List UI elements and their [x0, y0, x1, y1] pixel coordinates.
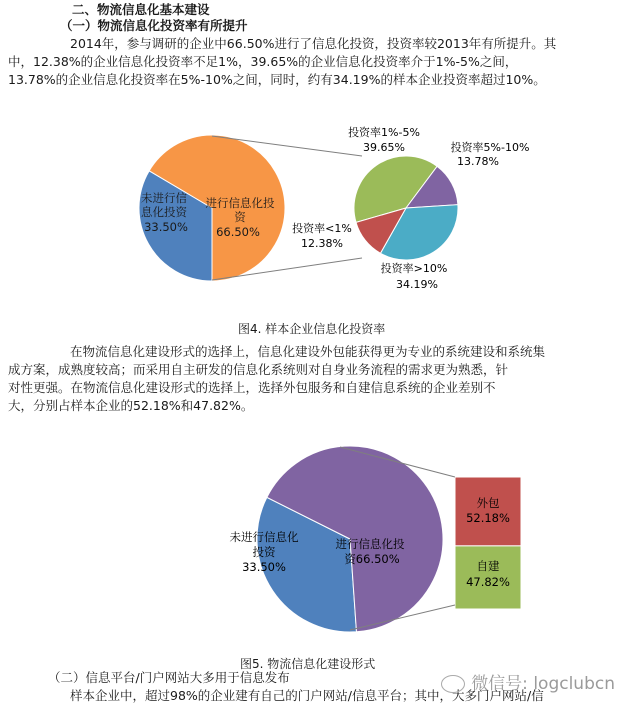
bar-value-2: 47.82% [466, 575, 510, 589]
figure-4-caption: 图4. 样本企业信息化投资率 [238, 322, 386, 336]
sub-pie-value-1: 39.65% [363, 141, 405, 154]
para2-line-4: 大，分别占样本企业的52.18%和47.82%。 [8, 398, 254, 413]
main-pie-label-a-2: 投资 [252, 545, 276, 559]
figure-4-chart [0, 100, 625, 330]
para2-line-1: 在物流信息化建设形式的选择上，信息化建设外包能获得更为专业的系统建设和系统集 [70, 344, 546, 359]
para3-line-1: 样本企业中，超过98%的企业建有自己的门户网站/信息平台；其中，大多门户网站/信 [70, 688, 544, 703]
main-pie-label-a-1: 未进行信 [141, 191, 187, 205]
main-pie-value-a: 33.50% [242, 560, 286, 574]
bar-label-1: 外包 [476, 496, 500, 510]
figure-5-caption: 图5. 物流信息化建设形式 [240, 657, 376, 671]
section-title: 二、物流信息化基本建设 [72, 2, 210, 17]
main-pie-label-b-2: 资66.50% [344, 552, 400, 566]
main-pie-label-a-2: 息化投资 [141, 205, 187, 219]
main-pie-label-b-2: 资 [234, 210, 246, 224]
para1-line-1: 2014年，参与调研的企业中66.50%进行了信息化投资，投资率较2013年有所提升。其 [70, 36, 557, 51]
bar-value-1: 52.18% [466, 511, 510, 525]
wechat-icon [441, 675, 465, 693]
para2-line-2: 成方案，成熟度较高；而采用自主研发的信息化系统则对自身业务流程的需求更为熟悉，针 [8, 362, 509, 377]
sub-pie-value-4: 12.38% [301, 237, 343, 250]
para1-line-2: 中，12.38%的企业信息化投资率不足1%，39.65%的企业信息化投资率介于1%-5%之间， [8, 54, 518, 69]
subsection-title-1: （一）物流信息化投资率有所提升 [60, 18, 248, 33]
sub-pie-label-2: 投资率5%-10% [450, 141, 530, 154]
sub-pie-value-3: 34.19% [396, 278, 438, 291]
main-pie-value-b: 66.50% [216, 225, 260, 239]
sub-pie-label-4: 投资率<1% [292, 222, 352, 235]
bar-label-2: 自建 [476, 559, 500, 573]
figure-5-chart [0, 435, 625, 660]
watermark-text: 微信号: logclubcn [471, 674, 615, 694]
main-pie-label-b-1: 进行信息化投 [205, 196, 275, 210]
sub-pie-value-2: 13.78% [457, 155, 499, 168]
subsection-title-2: （二）信息平台/门户网站大多用于信息发布 [48, 670, 290, 685]
para1-line-3: 13.78%的企业信息化投资率在5%-10%之间，同时，约有34.19%的样本企业投资率超过10%。 [8, 72, 546, 87]
sub-pie-label-3: 投资率>10% [380, 262, 448, 275]
sub-pie-label-1: 投资率1%-5% [348, 126, 420, 139]
main-pie-value-a: 33.50% [144, 220, 188, 234]
main-pie-label-b-1: 进行信息化投 [335, 537, 405, 551]
main-pie-label-a-1: 未进行信息化 [229, 530, 299, 544]
para2-line-3: 对性更强。在物流信息化建设形式的选择上，选择外包服务和自建信息系统的企业差别不 [8, 380, 496, 395]
wechat-watermark [441, 669, 615, 694]
